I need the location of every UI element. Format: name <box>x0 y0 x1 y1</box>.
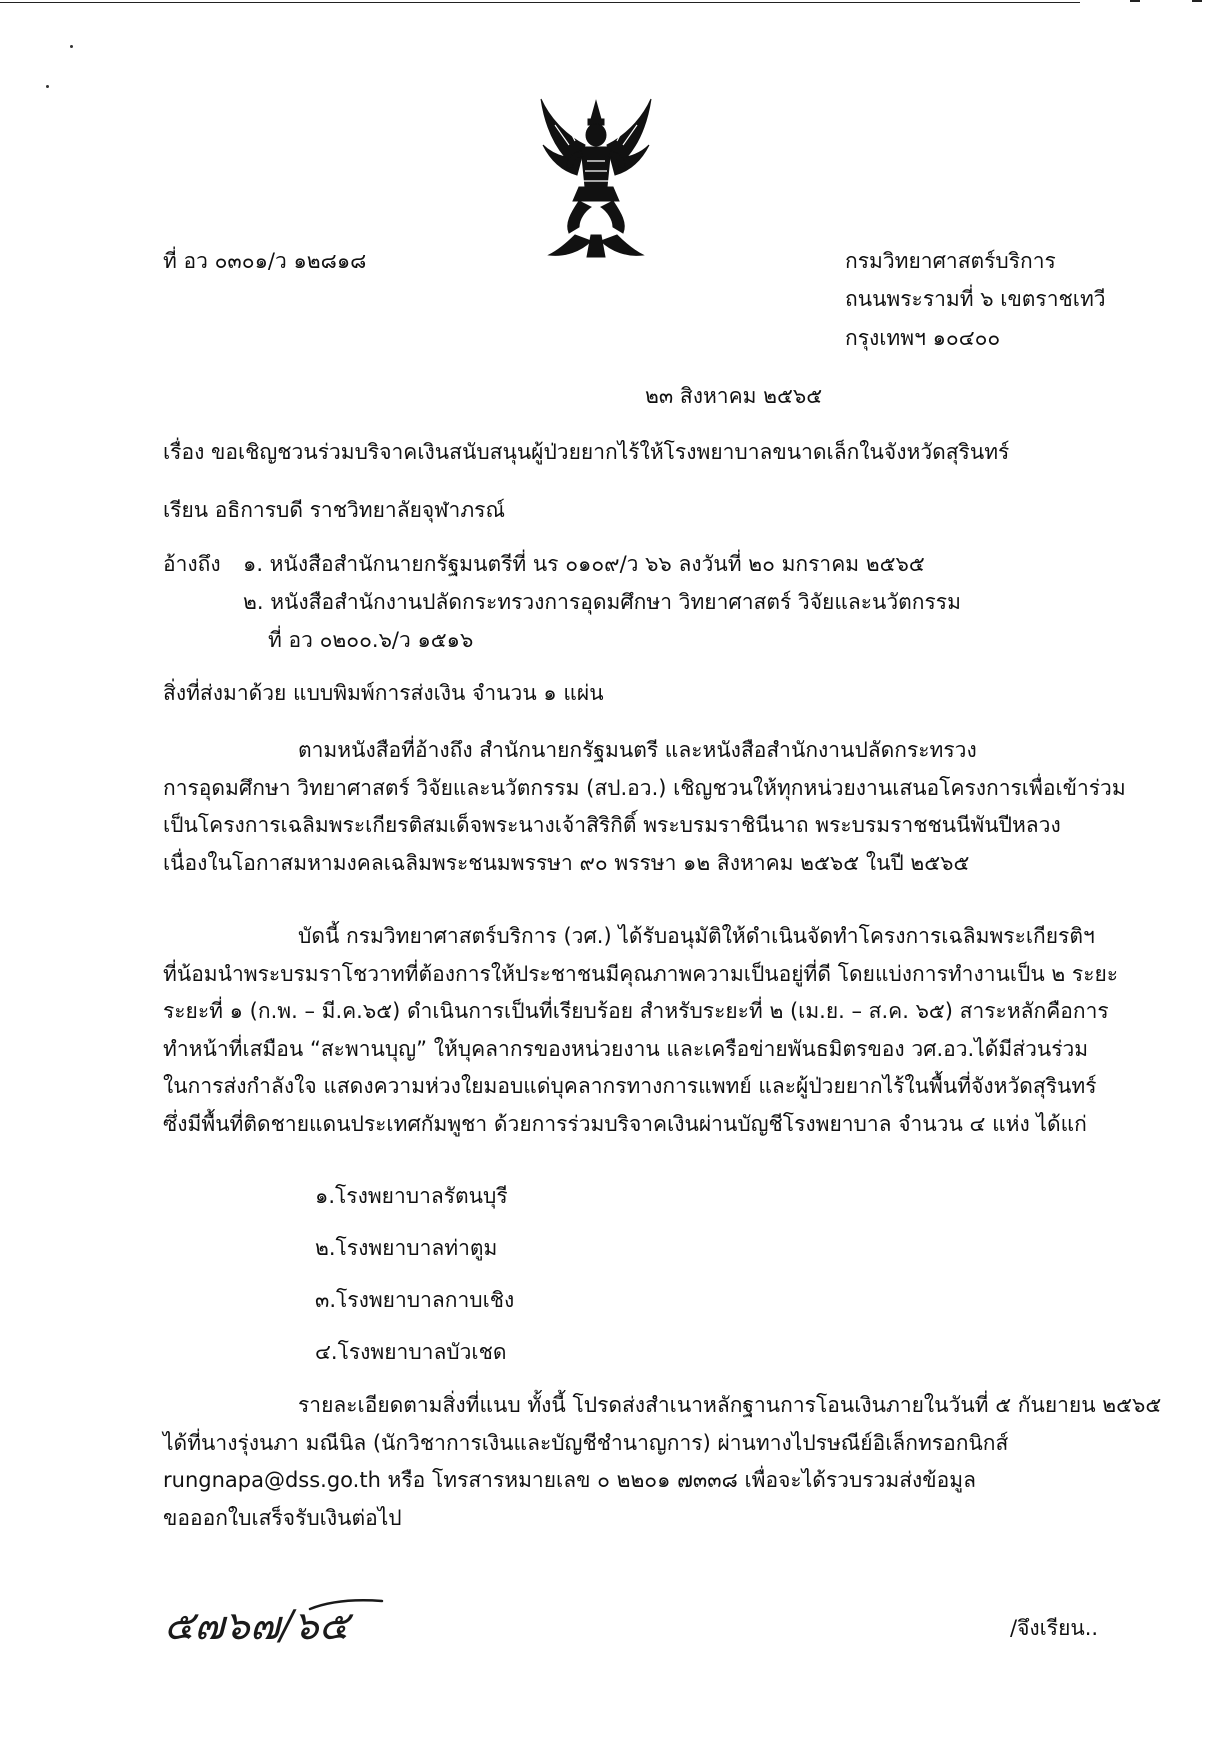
paragraph-line: ที่น้อมนำพระบรมราโชวาทที่ต้องการให้ประชาชนมีคุณภาพความเป็นอยู่ที่ดี โดยแบ่งการทำงานเป็น ๒ ระยะ <box>163 961 1119 986</box>
reference-item-2: ๒. หนังสือสำนักงานปลัดกระทรวงการอุดมศึกษา วิทยาศาสตร์ วิจัยและนวัตกรรม <box>243 590 961 614</box>
letter-date: ๒๓ สิงหาคม ๒๕๖๕ <box>645 384 823 408</box>
enclosure-line: สิ่งที่ส่งมาด้วย แบบพิมพ์การส่งเงิน จำนวน ๑ แผ่น <box>163 681 604 705</box>
paragraph-line: ระยะที่ ๑ (ก.พ. – มี.ค.๖๕) ดำเนินการเป็นที่เรียบร้อย สำหรับระยะที่ ๒ (เม.ย. – ส.ค. ๖๕) สาระหลักคือการ <box>163 999 1109 1023</box>
subject-line: เรื่อง ขอเชิญชวนร่วมบริจาคเงินสนับสนุนผู้ป่วยยากไร้ให้โรงพยาบาลขนาดเล็กในจังหวัดสุรินทร์ <box>163 440 1010 464</box>
reference-number: ที่ อว ๐๓๐๑/ว ๑๒๘๑๘ <box>163 249 367 273</box>
hospital-item: ๒.โรงพยาบาลท่าตูม <box>315 1236 498 1260</box>
paragraph-line: การอุดมศึกษา วิทยาศาสตร์ วิจัยและนวัตกรรม (สป.อว.) เชิญชวนให้ทุกหน่วยงานเสนอโครงการเพื่อเข้าร่วม <box>163 775 1126 800</box>
body-paragraph-1 <box>163 732 1126 882</box>
handwritten-note <box>160 1587 385 1657</box>
hospital-item: ๓.โรงพยาบาลกาบเชิง <box>315 1288 515 1312</box>
paragraph-line: ในการส่งกำลังใจ แสดงความห่วงใยมอบแด่บุคลากรทางการแพทย์ และผู้ป่วยยากไร้ในพื้นที่จังหวัดสุรินทร์ <box>163 1074 1097 1098</box>
paragraph-line: ทำหน้าที่เสมือน “สะพานบุญ” ให้บุคลากรของหน่วยงาน และเครือข่ายพันธมิตรของ วศ.อว.ได้มีส่วนร่วม <box>163 1036 1089 1061</box>
body-paragraph-3 <box>163 1387 1162 1537</box>
scan-speck <box>70 45 73 48</box>
top-edge-line <box>0 2 1080 3</box>
organization-name: กรมวิทยาศาสตร์บริการ <box>845 249 1056 273</box>
top-edge-mark <box>1192 0 1202 2</box>
paragraph-line: เป็นโครงการเฉลิมพระเกียรติสมเด็จพระนางเจ้าสิริกิติ์ พระบรมราชินีนาถ พระบรมราชชนนีพันปีหลวง <box>163 813 1061 837</box>
garuda-emblem-icon <box>535 95 657 263</box>
hospital-item: ๔.โรงพยาบาลบัวเชด <box>315 1340 507 1364</box>
scan-speck <box>46 85 49 88</box>
handwritten-note-text: ๕๗๖๗/๖๕ <box>164 1603 349 1649</box>
paragraph-line: ตามหนังสือที่อ้างถึง สำนักนายกรัฐมนตรี และหนังสือสำนักงานปลัดกระทรวง <box>298 738 977 762</box>
body-paragraph-2 <box>163 918 1119 1143</box>
paragraph-line: ขอออกใบเสร็จรับเงินต่อไป <box>163 1505 402 1530</box>
paragraph-line: รายละเอียดตามสิ่งที่แนบ ทั้งนี้ โปรดส่งสำเนาหลักฐานการโอนเงินภายในวันที่ ๕ กันยายน ๒๕๖๕ <box>298 1393 1162 1417</box>
organization-street: ถนนพระรามที่ ๖ เขตราชเทวี <box>845 287 1106 311</box>
paragraph-line: ได้ที่นางรุ่งนภา มณีนิล (นักวิชาการเงินและบัญชีชำนาญการ) ผ่านทางไปรษณีย์อิเล็กทรอกนิกส์ <box>163 1430 1009 1455</box>
organization-city: กรุงเทพฯ ๑๐๔๐๐ <box>845 326 1001 350</box>
reference-item-1: ๑. หนังสือสำนักนายกรัฐมนตรีที่ นร ๐๑๐๙/ว ๖๖ ลงวันที่ ๒๐ มกราคม ๒๕๖๕ <box>243 552 925 576</box>
paragraph-line: บัดนี้ กรมวิทยาศาสตร์บริการ (วศ.) ได้รับอนุมัติให้ดำเนินจัดทำโครงการเฉลิมพระเกียรติฯ <box>298 924 1095 948</box>
recipient-line: เรียน อธิการบดี ราชวิทยาลัยจุฬาภรณ์ <box>163 498 505 522</box>
hospital-item: ๑.โรงพยาบาลรัตนบุรี <box>315 1184 508 1208</box>
reference-label: อ้างถึง <box>163 552 221 576</box>
reference-item-2-number: ที่ อว ๐๒๐๐.๖/ว ๑๕๑๖ <box>268 628 474 652</box>
paragraph-line: ซึ่งมีพื้นที่ติดชายแดนประเทศกัมพูชา ด้วยการร่วมบริจาคเงินผ่านบัญชีโรงพยาบาล จำนวน ๔ แห่ง ได้แก่ <box>163 1111 1087 1136</box>
top-edge-mark <box>1130 0 1140 2</box>
continuation-marker: /จึงเรียน.. <box>1010 1616 1099 1640</box>
paragraph-line: เนื่องในโอกาสมหามงคลเฉลิมพระชนมพรรษา ๙๐ พรรษา ๑๒ สิงหาคม ๒๕๖๕ ในปี ๒๕๖๕ <box>163 850 970 875</box>
paragraph-line: rungnapa@dss.go.th หรือ โทรสารหมายเลข ๐ ๒๒๐๑ ๗๓๓๘ เพื่อจะได้รวบรวมส่งข้อมูล <box>163 1468 976 1492</box>
